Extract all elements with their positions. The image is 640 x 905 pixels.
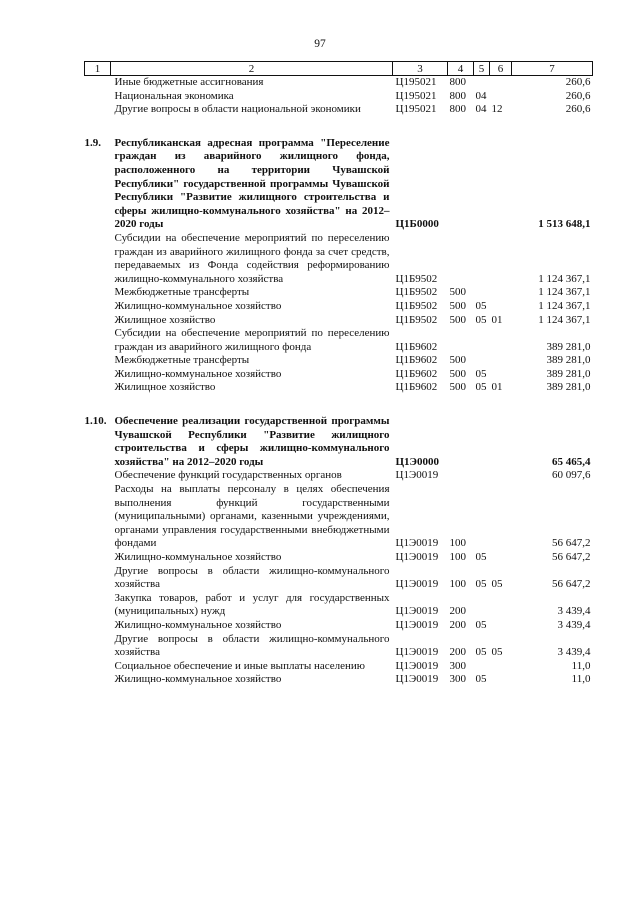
row-number	[85, 551, 111, 565]
row-code: Ц195021	[395, 76, 437, 88]
row-sum: 65 465,4	[552, 455, 591, 468]
table-row	[85, 76, 593, 90]
row-sum: 260,6	[565, 103, 591, 116]
row-name: Межбюджетные трансферты	[114, 286, 250, 299]
row-name: Закупка товаров, работ и услуг для государственных (муниципальных) нужд	[114, 591, 390, 618]
row-expense-type: 500	[449, 367, 466, 380]
row-subsection: 01	[491, 381, 503, 394]
row-subsection	[490, 415, 512, 469]
row-expense-type: 500	[449, 286, 466, 299]
row-number	[85, 300, 111, 314]
table-row	[85, 381, 593, 395]
row-number	[85, 286, 111, 300]
table-row	[85, 300, 593, 314]
row-subsection	[490, 673, 512, 687]
row-code: Ц1Э0000	[395, 455, 440, 468]
row-code: Ц1Э0019	[395, 659, 439, 672]
row-sum: 3 439,4	[557, 646, 591, 659]
row-expense-type: 500	[449, 381, 466, 394]
row-section: 05	[475, 646, 487, 659]
spacer-row	[85, 117, 593, 137]
row-sum: 389 281,0	[546, 354, 591, 367]
row-sum: 60 097,6	[552, 469, 591, 482]
row-code: Ц1Б9502	[395, 286, 438, 299]
row-number	[85, 368, 111, 382]
row-number	[85, 565, 111, 592]
row-subsection	[490, 592, 512, 619]
table-row	[85, 368, 593, 382]
row-name: Жилищно-коммунальное хозяйство	[114, 618, 282, 631]
row-name: Жилищное хозяйство	[114, 381, 216, 394]
row-code: Ц1Э0019	[395, 469, 439, 482]
row-section: 05	[475, 551, 487, 563]
row-expense-type: 500	[449, 299, 466, 312]
row-number	[85, 483, 111, 551]
row-number	[85, 76, 111, 90]
row-expense-type: 100	[449, 537, 466, 550]
row-sum: 11,0	[571, 673, 591, 686]
table-row	[85, 314, 593, 328]
row-name: Жилищно-коммунальное хозяйство	[114, 299, 282, 312]
row-expense-type: 100	[449, 578, 466, 591]
row-subsection	[490, 469, 512, 483]
row-name: Субсидии на обеспечение мероприятий по переселению граждан из аварийного жилищного фонда за счет средств, передаваемых из Фонда содействия реформированию жилищно-коммунального хозяйства	[114, 231, 390, 285]
table-row	[85, 469, 593, 483]
table-row	[85, 90, 593, 104]
row-number	[85, 354, 111, 368]
row-sum: 389 281,0	[546, 381, 591, 394]
row-expense-type	[448, 415, 474, 469]
row-sum: 56 647,2	[552, 551, 591, 563]
row-expense-type	[448, 469, 474, 483]
row-expense-type	[448, 232, 474, 286]
column-header-name: 2	[111, 62, 393, 76]
budget-table	[84, 61, 593, 687]
row-sum: 389 281,0	[546, 340, 591, 353]
table-row	[85, 565, 593, 592]
row-sum: 56 647,2	[552, 537, 591, 550]
row-sum: 3 439,4	[557, 618, 591, 631]
row-name: Обеспечение функций государственных органов	[114, 469, 342, 482]
row-expense-type	[448, 137, 474, 232]
row-code: Ц1Э0019	[395, 605, 439, 618]
row-subsection	[490, 300, 512, 314]
spacer-row	[85, 395, 593, 415]
row-expense-type: 500	[449, 313, 466, 326]
row-sum: 56 647,2	[552, 578, 591, 591]
row-name: Жилищно-коммунальное хозяйство	[114, 551, 282, 563]
table-row	[85, 232, 593, 286]
row-expense-type: 800	[449, 76, 466, 88]
table-row	[85, 483, 593, 551]
row-section: 05	[475, 381, 487, 394]
row-number	[85, 327, 111, 354]
table-row	[85, 415, 593, 469]
row-number	[85, 660, 111, 674]
column-header-section: 5	[474, 62, 490, 76]
row-expense-type	[448, 327, 474, 354]
row-name: Социальное обеспечение и иные выплаты населению	[114, 659, 366, 672]
row-name: Расходы на выплаты персоналу в целях обеспечения выполнения функций государственными (муниципальными) органами, казенными учреждениями, органами управления государственными внебюджетными фондами	[114, 483, 390, 550]
table-row	[85, 354, 593, 368]
row-section	[474, 592, 490, 619]
row-section	[474, 327, 490, 354]
row-expense-type: 300	[449, 673, 466, 686]
row-number	[85, 232, 111, 286]
table-row	[85, 103, 593, 117]
row-code: Ц1Э0019	[395, 646, 439, 659]
row-name: Субсидии на обеспечение мероприятий по переселению граждан из аварийного жилищного фонда	[114, 327, 390, 353]
table-row	[85, 633, 593, 660]
row-name: Межбюджетные трансферты	[114, 354, 250, 367]
row-section: 05	[475, 367, 487, 380]
table-body	[85, 76, 593, 687]
row-section: 05	[475, 313, 487, 326]
row-subsection: 12	[491, 103, 503, 116]
row-sum: 260,6	[565, 89, 591, 102]
row-code: Ц1Б9602	[395, 354, 438, 367]
table-row	[85, 137, 593, 232]
row-expense-type: 300	[449, 659, 466, 672]
row-subsection	[490, 90, 512, 104]
table-row	[85, 286, 593, 300]
row-sum: 11,0	[571, 659, 591, 672]
row-subsection: 05	[491, 646, 503, 659]
row-expense-type: 200	[449, 605, 466, 618]
row-name: Обеспечение реализации государственной программы Чувашской Республики "Развитие жилищного строительства и сферы жилищно-коммунального хозяйства" на 2012–2020 годы	[114, 415, 390, 468]
row-section: 04	[475, 103, 487, 116]
row-sum: 1 124 367,1	[538, 299, 591, 312]
row-code: Ц1Э0019	[395, 537, 439, 550]
row-code: Ц1Э0019	[395, 618, 439, 631]
row-subsection	[490, 551, 512, 565]
row-sum: 3 439,4	[557, 605, 591, 618]
row-code: Ц195021	[395, 89, 437, 102]
row-section: 05	[475, 618, 487, 631]
row-subsection	[490, 354, 512, 368]
table-row	[85, 592, 593, 619]
row-number	[85, 619, 111, 633]
row-section	[474, 483, 490, 551]
row-subsection	[490, 327, 512, 354]
column-header-expense-type: 4	[448, 62, 474, 76]
row-name: Жилищно-коммунальное хозяйство	[114, 367, 282, 380]
row-sum: 389 281,0	[546, 367, 591, 380]
table-row	[85, 673, 593, 687]
row-section	[474, 76, 490, 90]
row-number	[85, 314, 111, 328]
row-expense-type: 800	[449, 103, 466, 116]
row-number	[85, 633, 111, 660]
column-header-subsection: 6	[490, 62, 512, 76]
row-section: 04	[475, 89, 487, 102]
row-subsection	[490, 137, 512, 232]
row-section	[474, 232, 490, 286]
row-expense-type: 500	[449, 354, 466, 367]
row-name: Жилищное хозяйство	[114, 313, 216, 326]
row-sum: 1 124 367,1	[538, 272, 591, 285]
row-code: Ц1Э0019	[395, 578, 439, 591]
row-section: 05	[475, 673, 487, 686]
row-expense-type: 200	[449, 646, 466, 659]
row-subsection	[490, 286, 512, 300]
table-row	[85, 619, 593, 633]
row-name: Республиканская адресная программа "Переселение граждан из аварийного жилищного фонда, расположенного на территории Чувашской Республики" государственной программы Чувашской Республики "Развитие жилищного строительства и сферы жилищно-коммунального хозяйства" на 2012–2020 годы	[114, 136, 390, 231]
row-expense-type: 200	[449, 618, 466, 631]
row-name: Иные бюджетные ассигнования	[114, 76, 264, 88]
table-row	[85, 327, 593, 354]
column-header-sum: 7	[512, 62, 593, 76]
row-section	[474, 286, 490, 300]
row-expense-type: 100	[449, 551, 466, 563]
row-section	[474, 415, 490, 469]
spacer-cell	[85, 395, 593, 415]
row-code: Ц1Б9502	[395, 272, 438, 285]
row-code: Ц1Б0000	[395, 218, 439, 231]
page-number: 97	[314, 38, 326, 50]
table-header-row	[85, 62, 593, 76]
row-code: Ц1Э0019	[395, 551, 439, 563]
row-number	[85, 673, 111, 687]
row-number	[85, 381, 111, 395]
row-code: Ц1Б9602	[395, 381, 438, 394]
row-code: Ц195021	[395, 103, 437, 116]
row-subsection	[490, 368, 512, 382]
row-section: 05	[475, 299, 487, 312]
column-header-number: 1	[85, 62, 111, 76]
column-header-code: 3	[393, 62, 448, 76]
row-name: Другие вопросы в области национальной экономики	[114, 103, 361, 116]
row-subsection	[490, 660, 512, 674]
row-number	[85, 592, 111, 619]
row-subsection: 01	[491, 313, 503, 326]
table-row	[85, 660, 593, 674]
row-name: Национальная экономика	[114, 89, 234, 102]
table-row	[85, 551, 593, 565]
row-section: 05	[475, 578, 487, 591]
row-sum: 1 124 367,1	[538, 313, 591, 326]
row-number	[85, 103, 111, 117]
row-expense-type: 800	[449, 89, 466, 102]
row-section	[474, 469, 490, 483]
row-code: Ц1Б9502	[395, 299, 438, 312]
row-subsection	[490, 619, 512, 633]
row-name: Другие вопросы в области жилищно-коммунального хозяйства	[114, 632, 390, 659]
row-code: Ц1Б9502	[395, 313, 438, 326]
row-name: Другие вопросы в области жилищно-коммунального хозяйства	[114, 564, 390, 591]
row-section	[474, 660, 490, 674]
row-subsection	[490, 232, 512, 286]
row-subsection: 05	[491, 578, 503, 591]
row-section	[474, 137, 490, 232]
row-sum: 1 124 367,1	[538, 286, 591, 299]
row-number: 1.10.	[84, 415, 107, 428]
row-sum: 1 513 648,1	[538, 218, 591, 231]
row-sum: 260,6	[565, 76, 591, 88]
row-code: Ц1Э0019	[395, 673, 439, 686]
row-number	[85, 90, 111, 104]
row-name: Жилищно-коммунальное хозяйство	[114, 673, 282, 686]
row-number	[85, 469, 111, 483]
row-subsection	[490, 76, 512, 90]
row-section	[474, 354, 490, 368]
row-code: Ц1Б9602	[395, 367, 438, 380]
row-number: 1.9.	[84, 136, 101, 149]
row-subsection	[490, 483, 512, 551]
row-code: Ц1Б9602	[395, 340, 438, 353]
spacer-cell	[85, 117, 593, 137]
